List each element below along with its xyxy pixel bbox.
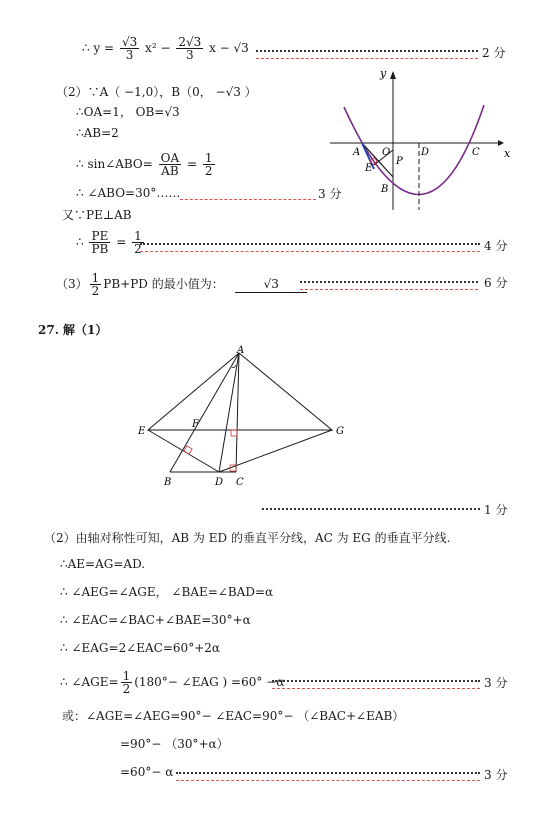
- leader-dots: [176, 772, 480, 776]
- step-line: （2）由轴对称性可知，AB 为 ED 的垂直平分线，AC 为 EG 的垂直平分线.: [44, 531, 451, 545]
- score-mark: 1 分: [484, 503, 508, 517]
- step-line: ∴ $\frac{PE}{PB}$ = $\frac{1}{2}$: [76, 229, 142, 256]
- wavy-underline: [180, 196, 316, 200]
- step-line: ∴ ∠ABO=30°……: [76, 186, 181, 200]
- step-line: ∴ sin∠ABO= $\frac{OA}{AB}$ = $\frac{1}{2}$: [76, 151, 213, 178]
- leader-dots: [140, 243, 480, 247]
- wavy-underline: [140, 248, 480, 252]
- label-E: E: [138, 426, 146, 437]
- step-line: ∴ ∠EAC=∠BAC+∠BAE=30°+α: [60, 613, 251, 627]
- x-label: x: [504, 147, 510, 160]
- label-A: A: [353, 147, 361, 158]
- label-C: C: [236, 477, 244, 488]
- leader-dots: [272, 680, 480, 684]
- label-B: B: [381, 184, 389, 195]
- leader-dots: [256, 50, 478, 54]
- wavy-underline: [256, 55, 478, 59]
- triangle-figure: [136, 345, 356, 495]
- answer-blank: √3: [235, 276, 307, 293]
- leader-dots: [300, 281, 478, 285]
- label-F: F: [192, 419, 199, 430]
- label-A: A: [237, 345, 245, 356]
- step-line: ∴OA=1， OB=√3: [76, 105, 180, 119]
- x-axis-arrow: [498, 140, 504, 146]
- step-line: 或：∠AGE=∠AEG=90°− ∠EAC=90°− （∠BAC+∠EAB）: [62, 709, 405, 723]
- wavy-underline: [272, 685, 480, 689]
- score-mark: 6 分: [484, 276, 508, 290]
- triangle-AEG: [148, 353, 332, 430]
- angle-arc: [232, 365, 236, 368]
- question-title: 27. 解（1）: [38, 323, 108, 337]
- label-O: O: [382, 147, 391, 158]
- label-G: G: [336, 426, 344, 437]
- label-P: P: [396, 156, 403, 167]
- step-line: （2）∵A（ −1,0），B（0， −√3 ）: [56, 85, 257, 99]
- label-E: E: [365, 163, 373, 174]
- right-angle-AC: [231, 430, 237, 436]
- score-mark: 3 分: [484, 676, 508, 690]
- y-axis-arrow: [390, 71, 396, 79]
- label-D: D: [421, 147, 430, 158]
- step-line: ∴ ∠AGE= $\frac{1}{2}$ (180°− ∠EAG ) =60° −α: [60, 669, 285, 696]
- score-mark: 2 分: [482, 46, 506, 60]
- step-line: ∴AE=AG=AD.: [60, 557, 146, 571]
- score-mark: 3 分: [484, 768, 508, 782]
- score-mark: 4 分: [484, 239, 508, 253]
- step-line: =60°− α: [120, 765, 174, 779]
- equation-line: ∴ y = $\frac{√3}{3}$ x² − $\frac{2√3}{3}$ x − √3: [82, 35, 249, 62]
- score-mark: 3 分: [318, 187, 342, 201]
- step-line: 又∵PE⊥AB: [62, 208, 132, 222]
- step-line: ∴ ∠AEG=∠AGE， ∠BAE=∠BAD=α: [60, 585, 274, 599]
- label-B: B: [164, 477, 172, 488]
- wavy-underline: [176, 777, 480, 781]
- label-C: C: [472, 147, 480, 158]
- leader-dots: [262, 508, 480, 512]
- step-line: ∴ ∠EAG=2∠EAC=60°+2α: [60, 641, 220, 655]
- y-label: y: [380, 67, 387, 80]
- step-line: （3） $\frac{1}{2}$ PB+PD 的最小值为： √3: [56, 272, 307, 297]
- step-line: =90°− （30°+α）: [120, 737, 229, 751]
- wavy-underline: [300, 286, 478, 290]
- step-line: ∴AB=2: [76, 126, 119, 140]
- parabola-figure: [330, 65, 510, 215]
- label-D: D: [215, 477, 224, 488]
- right-angle-AB: [184, 446, 192, 454]
